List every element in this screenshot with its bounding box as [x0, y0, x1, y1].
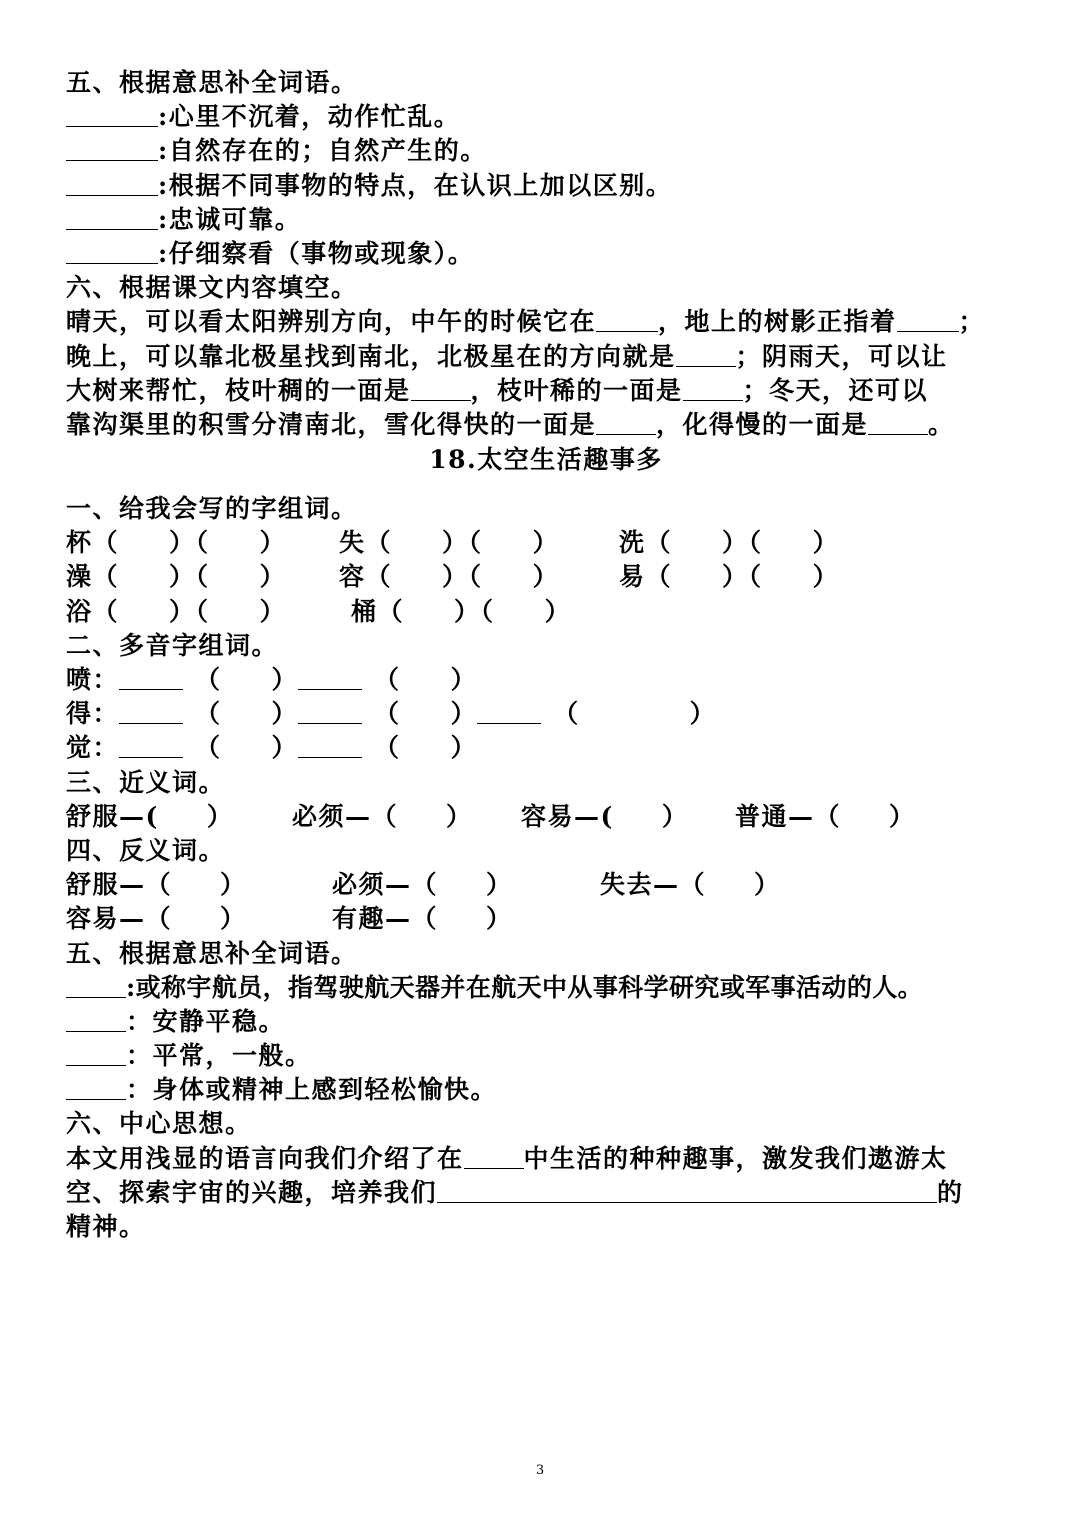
paren: ）	[450, 733, 478, 763]
answer-blank[interactable]	[298, 699, 362, 724]
paren: （	[195, 562, 210, 592]
word-group	[339, 560, 619, 594]
word-group	[66, 560, 339, 594]
word: 失去—（	[600, 870, 707, 900]
paren: ）	[661, 801, 689, 831]
paragraph-text: 晴天，可以看太阳辨别方向，中午的时候它在	[66, 307, 597, 337]
fill-item	[66, 1073, 1026, 1107]
char: 易	[619, 562, 646, 592]
antonym-item	[600, 868, 781, 902]
paren: ）	[532, 528, 560, 558]
char: 澡	[66, 562, 93, 592]
paren: （	[377, 596, 405, 626]
answer-blank[interactable]	[298, 733, 362, 758]
paren: ）	[454, 596, 481, 626]
paragraph-text: 的	[937, 1177, 964, 1207]
answer-blank[interactable]	[66, 136, 158, 161]
fill-item	[66, 1039, 1026, 1073]
paren: ）	[812, 562, 840, 592]
section-heading: 四、反义词。	[66, 835, 226, 865]
paragraph-line	[66, 1176, 1026, 1210]
paragraph-text: 大树来帮忙，枝叶稠的一面是	[66, 375, 411, 405]
paren: （	[195, 528, 210, 558]
synonym-item	[521, 800, 735, 834]
paragraph-line	[66, 408, 1026, 442]
answer-blank[interactable]	[119, 665, 183, 690]
paren: （	[92, 562, 120, 592]
paren: ）	[220, 904, 247, 934]
word: 必须—（	[292, 801, 399, 831]
paragraph-text: ，化得慢的一面是	[656, 409, 869, 439]
paren: ）	[169, 562, 196, 592]
paren: ）	[450, 665, 478, 694]
word-row	[66, 595, 1026, 629]
answer-blank[interactable]	[66, 171, 158, 196]
definition-text: :根据不同事物的特点，在认识上加以区别。	[158, 170, 673, 200]
paren: （	[374, 733, 401, 763]
word: 容易—(	[521, 801, 614, 831]
paren: （	[645, 562, 673, 592]
paren: ）	[754, 870, 781, 900]
char: 得：	[66, 699, 120, 729]
answer-blank[interactable]	[897, 307, 959, 332]
word-group	[619, 526, 839, 560]
word-group	[339, 526, 619, 560]
answer-blank[interactable]	[66, 1075, 126, 1100]
word: 容易—（	[66, 904, 173, 934]
paren: ）	[220, 870, 247, 900]
paren: ）	[544, 596, 572, 626]
paren: ）	[259, 562, 287, 592]
paragraph-text: ，枝叶稀的一面是	[470, 375, 683, 405]
paren: ）	[446, 801, 473, 831]
char: 杯	[66, 528, 93, 558]
paren: ）	[259, 596, 287, 626]
paren: ）	[486, 904, 513, 934]
fill-item	[66, 169, 1026, 203]
paren: （	[195, 699, 222, 729]
paren: （	[553, 699, 580, 729]
definition-text: :或称宇航员，指驾驶航天器并在航天中从事科学研究或军事活动的人。	[126, 972, 924, 1002]
paren: ）	[722, 528, 749, 558]
char: 洗	[619, 528, 646, 558]
paren: ）	[442, 528, 469, 558]
char: 浴	[66, 596, 93, 626]
section-heading: 五、根据意思补全词语。	[66, 68, 358, 97]
answer-blank[interactable]	[464, 1144, 524, 1169]
paren: （	[645, 528, 673, 558]
synonym-item	[292, 800, 521, 834]
paragraph-text: 本文用浅显的语言向我们介绍了在	[66, 1143, 464, 1173]
section-heading: 五、根据意思补全词语。	[66, 938, 358, 968]
paren: （	[374, 665, 401, 694]
paragraph-line	[66, 374, 1026, 408]
paren: （	[92, 596, 120, 626]
answer-blank[interactable]	[66, 205, 158, 230]
definition-text: ：安静平稳。	[126, 1006, 286, 1036]
paren: ）	[169, 528, 196, 558]
paren: ）	[889, 801, 916, 831]
section-heading: 一、给我会写的字组词。	[66, 494, 358, 524]
word-group	[619, 560, 839, 594]
section-heading: 六、根据课文内容填空。	[66, 273, 358, 303]
paren: （	[480, 596, 495, 626]
fill-item	[66, 134, 1026, 168]
definition-text: :仔细察看（事物或现象）。	[158, 238, 475, 268]
page-number: 3	[535, 1463, 545, 1478]
paragraph-text: ，地上的树影正指着	[658, 307, 897, 337]
answer-blank[interactable]	[119, 733, 183, 758]
answer-blank[interactable]	[868, 410, 928, 435]
word-group	[66, 526, 339, 560]
antonym-item	[332, 902, 513, 936]
antonym-item	[66, 868, 332, 902]
char: 失	[339, 528, 366, 558]
synonym-item	[735, 800, 916, 834]
paren: ）	[271, 699, 299, 729]
answer-blank[interactable]	[411, 376, 471, 401]
fill-item	[66, 1005, 1026, 1039]
word-row	[66, 560, 1026, 594]
paragraph-text: 靠沟渠里的积雪分清南北，雪化得快的一面是	[66, 409, 597, 439]
paragraph-text: 晚上，可以靠北极星找到南北，北极星在的方向就是	[66, 341, 676, 371]
answer-blank[interactable]	[298, 665, 362, 690]
word-group	[66, 595, 351, 629]
paragraph-line	[66, 1142, 1026, 1176]
paragraph-text: 中生活的种种趣事，激发我们遨游太	[523, 1143, 948, 1173]
paren: ）	[259, 528, 287, 558]
paren: （	[92, 528, 120, 558]
paren: ）	[450, 699, 478, 729]
answer-blank[interactable]	[66, 973, 126, 998]
definition-text: :心里不沉着，动作忙乱。	[158, 102, 461, 132]
answer-blank[interactable]	[683, 376, 743, 401]
paren: ）	[271, 733, 299, 763]
fill-item	[66, 237, 1026, 271]
polyphone-row	[66, 697, 1026, 731]
definition-text: ：平常，一般。	[126, 1041, 312, 1071]
definition-text: :自然存在的；自然产生的。	[158, 136, 487, 166]
fill-item	[66, 100, 1026, 134]
paren: ）	[722, 562, 749, 592]
answer-blank[interactable]	[66, 1007, 126, 1032]
char: 桶	[351, 596, 378, 626]
paren: （	[195, 665, 222, 694]
char: 容	[339, 562, 366, 592]
fill-item	[66, 203, 1026, 237]
paren: （	[365, 528, 393, 558]
word: 必须—（	[332, 870, 439, 900]
paren: ）	[486, 870, 513, 900]
section-heading: 二、多音字组词。	[66, 630, 279, 660]
paragraph-text: 。	[928, 409, 955, 439]
paren: ）	[532, 562, 560, 592]
paren: （	[365, 562, 393, 592]
paragraph-text: ；阴雨天，可以让	[735, 341, 948, 371]
paren: （	[468, 528, 483, 558]
paragraph-text: ；冬天，还可以	[742, 375, 929, 405]
paren: （	[374, 699, 401, 729]
answer-blank[interactable]	[66, 102, 158, 127]
antonym-row	[66, 902, 1026, 936]
answer-blank[interactable]	[596, 307, 658, 332]
polyphone-row	[66, 663, 1026, 697]
paren: ）	[442, 562, 469, 592]
word: 普通—（	[735, 801, 842, 831]
polyphone-row	[66, 731, 1026, 765]
answer-blank[interactable]	[66, 1041, 126, 1066]
section-heading: 六、中心思想。	[66, 1109, 252, 1139]
antonym-item	[66, 902, 332, 936]
paragraph-text: 空、探索宇宙的兴趣，培养我们	[66, 1177, 438, 1207]
answer-blank[interactable]	[66, 239, 158, 264]
word: 舒服—(	[66, 801, 159, 831]
paragraph-line	[66, 340, 1026, 374]
synonym-row	[66, 800, 1026, 834]
paragraph-text: ；	[958, 307, 986, 337]
char: 觉：	[66, 733, 120, 763]
word-row	[66, 526, 1026, 560]
answer-blank[interactable]	[596, 410, 656, 435]
answer-blank[interactable]	[477, 699, 541, 724]
paren: （	[195, 596, 210, 626]
paren: ）	[812, 528, 840, 558]
char: 喷：	[66, 665, 120, 694]
answer-blank[interactable]	[437, 1178, 937, 1203]
worksheet-page	[66, 66, 1026, 1244]
fill-item	[66, 971, 1026, 1005]
paren: （	[195, 733, 222, 763]
section-heading: 三、近义词。	[66, 767, 226, 797]
antonym-row	[66, 868, 1026, 902]
answer-blank[interactable]	[676, 342, 736, 367]
paren: （	[748, 562, 763, 592]
word: 有趣—（	[332, 904, 439, 934]
paren: （	[468, 562, 483, 592]
paren: ）	[169, 596, 196, 626]
answer-blank[interactable]	[119, 699, 183, 724]
definition-text: :忠诚可靠。	[158, 204, 302, 234]
paragraph-line	[66, 305, 1026, 339]
lesson-title: 18.太空生活趣事多	[429, 445, 663, 475]
antonym-item	[332, 868, 600, 902]
definition-text: ：身体或精神上感到轻松愉快。	[126, 1075, 498, 1105]
paren: ）	[689, 699, 717, 729]
word: 舒服—（	[66, 870, 173, 900]
paragraph-line: 精神。	[66, 1212, 146, 1241]
paren: ）	[271, 665, 299, 694]
word-group	[351, 595, 571, 629]
paren: ）	[206, 801, 234, 831]
synonym-item	[66, 800, 292, 834]
paren: （	[748, 528, 763, 558]
